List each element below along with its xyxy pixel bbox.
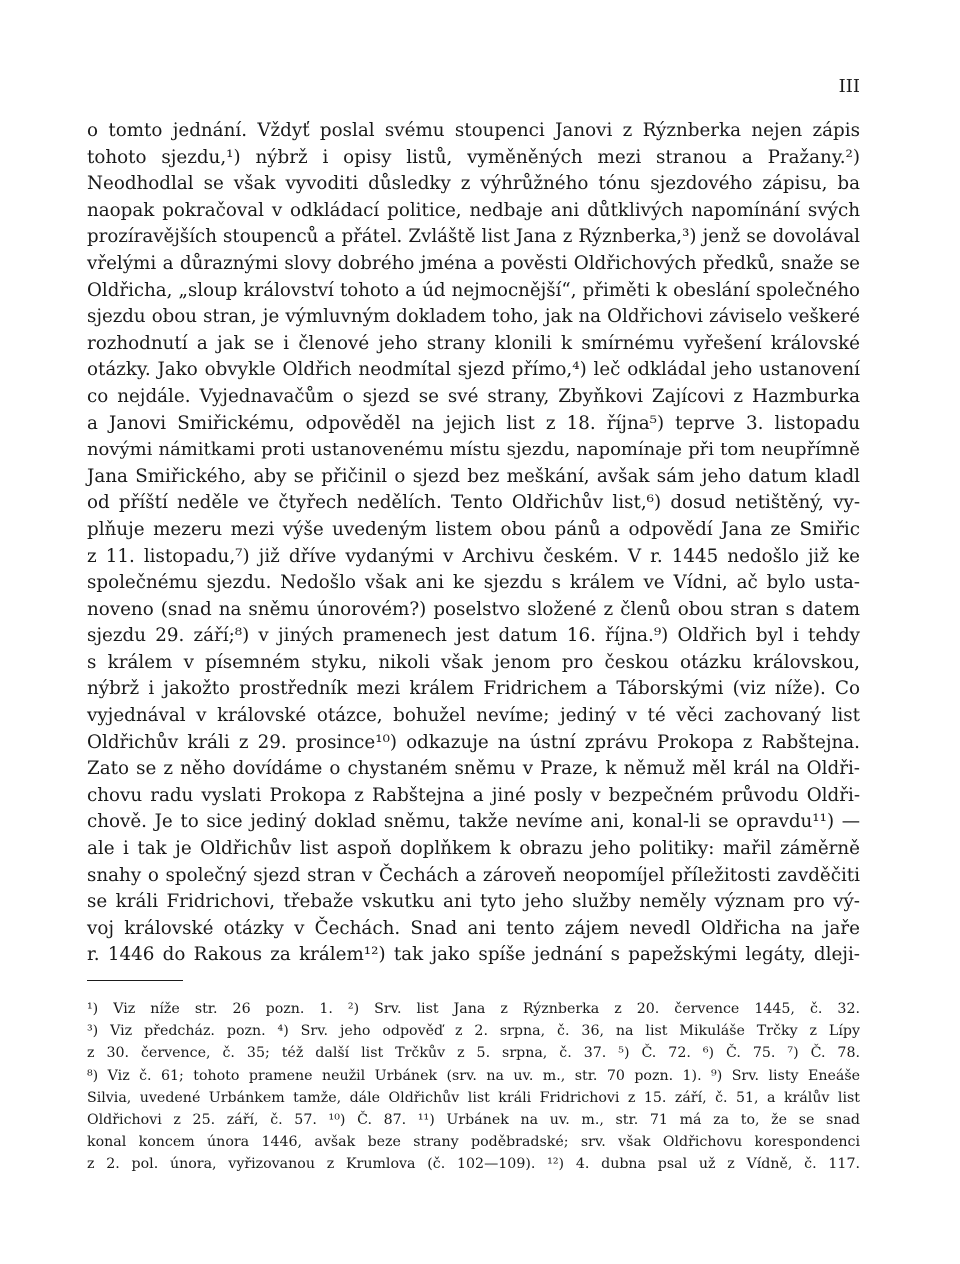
body-line: co nejdále. Vyjednavačům o sjezd se své strany, Zbyňkovi Zajícovi z Hazmburka — [87, 385, 860, 407]
footnote-divider — [87, 980, 183, 981]
body-line: plňuje mezeru mezi výše uvedeným listem obou pánů a odpovědí Jana ze Smiřic — [87, 518, 860, 540]
footnotes — [87, 998, 860, 1176]
footnote-line: Oldřichovi z 25. září, č. 57. ¹⁰) Č. 87. ¹¹) Urbánek na uv. m., str. 71 má za to, že se snad — [87, 1111, 860, 1128]
footnote-line: Silvia, uvedené Urbánkem tamže, dále Oldřichův list králi Fridrichovi z 15. září, č. 51, a králův list — [87, 1089, 860, 1106]
body-line: nýbrž i jakožto prostředník mezi králem Fridrichem a Táborskými (viz níže). Co — [87, 678, 860, 700]
body-line: s králem v písemném styku, nikoli však jenom pro českou otázku královskou, — [87, 651, 860, 673]
body-line: se králi Fridrichovi, třebaže vskutku ani tyto jeho služby neměly význam pro vý- — [87, 891, 860, 913]
body-line: Oldřichův králi z 29. prosince¹⁰) odkazuje na ústní zprávu Prokopa z Rabštejna. — [87, 731, 860, 753]
body-text — [87, 118, 860, 969]
body-line: vřelými a důraznými slovy dobrého jména a pověsti Oldřichových předků, snaže se — [87, 252, 860, 274]
body-line: Neodhodlal se však vyvoditi důsledky z výhrůžného tónu sjezdového zápisu, ba — [87, 173, 860, 195]
page-number: III — [838, 76, 860, 97]
footnote-line: ⁸) Viz č. 61; tohoto pramene neužil Urbánek (srv. na uv. m., str. 70 pozn. 1). ⁹) Srv. listy Eneáše — [87, 1067, 860, 1084]
body-line: společnému sjezdu. Nedošlo však ani ke sjezdu s králem ve Vídni, ač bylo usta- — [87, 572, 860, 594]
footnote-line: z 2. pol. února, vyřizovanou z Krumlova (č. 102—109). ¹²) 4. dubna psal už z Vídně, č. 117. — [87, 1156, 860, 1173]
body-line: a Janovi Smiřickému, odpověděl na jejich list z 18. října⁵) teprve 3. listopadu — [87, 412, 860, 434]
body-line: od příští neděle ve čtyřech nedělích. Tento Oldřichův list,⁶) dosud netištěný, vy- — [87, 492, 860, 514]
body-line: novými námitkami proti ustanovenému místu sjezdu, napomínaje při tom neupřímně — [87, 439, 860, 461]
body-line: Zato se z něho dovídáme o chystaném sněmu v Praze, k němuž měl král na Oldři- — [87, 758, 860, 780]
body-line: o tomto jednání. Vždyť poslal svému stoupenci Janovi z Rýznberka nejen zápis — [87, 120, 860, 141]
footnote-line: ³) Viz předcház. pozn. ⁴) Srv. jeho odpověď z 2. srpna, č. 36, na list Mikuláše Trčky z Lípy — [87, 1023, 860, 1040]
body-line: ale i tak je Oldřichův list aspoň doplňkem k obrazu jeho politiky: mařil záměrně — [87, 838, 860, 860]
body-line: sjezdu obou stran, je výmluvným dokladem toho, jak na Oldřichovi záviselo veškeré — [87, 306, 860, 328]
footnote-line: konal koncem února 1446, avšak beze strany poděbradské; srv. však Oldřichovu korespondenci — [87, 1134, 860, 1151]
body-line: Oldřicha, „sloup království tohoto a úd nejmocnější“, přiměti k obeslání společného — [87, 279, 860, 301]
footnote-line: ¹) Viz níže str. 26 pozn. 1. ²) Srv. list Jana z Rýznberka z 20. července 1445, č. 32. — [87, 1001, 860, 1017]
body-line: vyjednával v královské otázce, bohužel nevíme; jediný v té věci zachovaný list — [87, 705, 860, 727]
body-line: otázky. Jako obvykle Oldřich neodmítal sjezd přímo,⁴) leč odkládal jeho ustanovení — [87, 359, 860, 381]
body-line: sjezdu 29. září;⁸) v jiných pramenech jest datum 16. října.⁹) Oldřich byl i tehdy — [87, 625, 860, 647]
body-line: prozíravějších stoupenců a přátel. Zvláště list Jana z Rýznberka,³) jenž se dovolával — [87, 226, 860, 248]
body-line: chovu radu vyslati Prokopa z Rabštejna a jiné posly v bezpečném průvodu Oldři- — [87, 784, 860, 806]
footnote-line: z 30. července, č. 35; též další list Trčkův z 5. srpna, č. 37. ⁵) Č. 72. ⁶) Č. 75. ⁷) Č. 78. — [87, 1045, 860, 1062]
body-line: tohoto sjezdu,¹) nýbrž i opisy listů, vyměněných mezi stranou a Pražany.²) — [87, 146, 860, 168]
body-line: snahy o společný sjezd stran v Čechách a zároveň neopomíjel příležitosti zavděčiti — [87, 864, 860, 886]
body-line: rozhodnutí a jak se i členové jeho strany klonili k smírnému vyřešení královské — [87, 332, 860, 354]
body-line: naopak pokračoval v odkládací politice, nedbaje ani důtklivých napomínání svých — [87, 199, 860, 221]
body-line: r. 1446 do Rakous za králem¹²) tak jako spíše jednání s papežskými legáty, dleji- — [87, 944, 860, 966]
body-line: chově. Je to sice jediný doklad sněmu, takže nevíme ani, konal-li se opravdu¹¹) — — [87, 811, 860, 833]
body-line: z 11. listopadu,⁷) již dříve vydanými v Archivu českém. V r. 1445 nedošlo již ke — [87, 545, 860, 567]
body-line: noveno (snad na sněmu únorovém?) poselstvo složené z členů obou stran s datem — [87, 598, 860, 620]
body-line: Jana Smiřického, aby se přičinil o sjezd bez meškání, avšak sám jeho datum kladl — [87, 465, 860, 487]
body-line: voj královské otázky v Čechách. Snad ani tento zájem nevedl Oldřicha na jaře — [87, 917, 860, 939]
